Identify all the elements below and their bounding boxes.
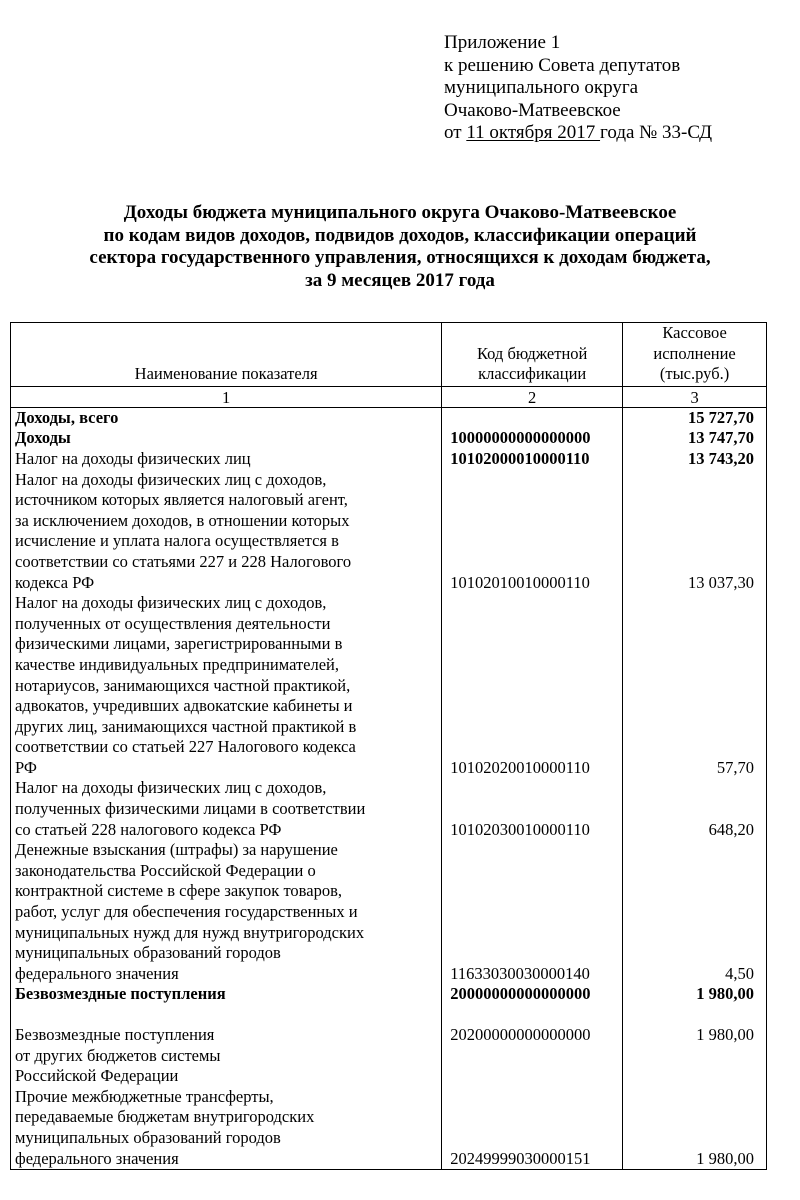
- header-amount-line-2: исполнение: [653, 343, 736, 363]
- appendix-line-5: [444, 122, 712, 145]
- table-spacer-row: [11, 1005, 767, 1025]
- spacer-cell: [11, 1005, 442, 1025]
- row-name-line: муниципальных образований городов: [15, 1127, 281, 1147]
- table-row: [11, 984, 767, 1005]
- row-amount: 1 980,00: [623, 1087, 767, 1170]
- income-table: [10, 322, 767, 1170]
- row-code: 10102000010000110: [442, 449, 623, 470]
- row-name-line: за исключением доходов, в отношении которых: [15, 510, 350, 530]
- row-name-line: работ, услуг для обеспечения государственных и: [15, 902, 358, 922]
- column-number-row: [11, 386, 767, 407]
- header-code-line-2: классификации: [478, 364, 587, 384]
- table-row: [11, 840, 767, 984]
- row-name: Доходы: [11, 428, 442, 449]
- row-name-line: полученных от осуществления деятельности: [15, 613, 331, 633]
- row-name-line: муниципальных нужд для нужд внутригородских: [15, 922, 365, 942]
- appendix-date-prefix: от: [444, 122, 467, 143]
- row-name-line: Безвозмездные поступления: [15, 1025, 215, 1044]
- row-name: [11, 470, 442, 594]
- row-amount: 13 743,20: [623, 449, 767, 470]
- row-code: 10102010010000110: [442, 470, 623, 594]
- row-amount: 15 727,70: [623, 407, 767, 428]
- row-amount: 1 980,00: [623, 984, 767, 1005]
- row-name-line: муниципальных образований городов: [15, 943, 281, 963]
- row-name-line: соответствии со статьей 227 Налогового кодекса: [15, 737, 356, 757]
- row-name: [11, 778, 442, 840]
- row-amount: 1 980,00: [623, 1025, 767, 1087]
- row-name: Безвозмездные поступления: [11, 984, 442, 1005]
- row-amount: 4,50: [623, 840, 767, 984]
- spacer-cell: [442, 1005, 623, 1025]
- row-name-line: Российской Федерации: [15, 1066, 179, 1086]
- header-code-line-1: Код бюджетной: [476, 343, 588, 363]
- row-name-line: других лиц, занимающихся частной практикой в: [15, 716, 357, 736]
- header-name: Наименование показателя: [11, 323, 442, 387]
- row-name: Налог на доходы физических лиц: [11, 449, 442, 470]
- row-name-line: Прочие межбюджетные трансферты,: [15, 1086, 274, 1106]
- row-name-line: контрактной системе в сфере закупок товаров,: [15, 881, 342, 901]
- title-line-4: за 9 месяцев 2017 года: [305, 269, 495, 291]
- row-name-line: полученных физическими лицами в соответствии: [15, 799, 366, 819]
- row-amount: 648,20: [623, 778, 767, 840]
- row-name: [11, 1025, 442, 1087]
- table-header-row: [11, 323, 767, 387]
- appendix-decision-number: года № 33-СД: [600, 122, 713, 143]
- row-name-line: федерального значения: [15, 1148, 179, 1168]
- spacer-cell: [623, 1005, 767, 1025]
- table-row: [11, 428, 767, 449]
- document-title: [0, 202, 800, 292]
- title-line-1: Доходы бюджета муниципального округа Очаково-Матвеевское: [123, 202, 677, 223]
- table-row: [11, 778, 767, 840]
- row-amount: 57,70: [623, 593, 767, 778]
- row-code: 20200000000000000: [442, 1025, 623, 1087]
- row-code: [442, 407, 623, 428]
- row-code: 11633030030000140: [442, 840, 623, 984]
- appendix-block: [444, 32, 712, 145]
- title-line-2: по кодам видов доходов, подвидов доходов, классификации операций: [103, 224, 697, 246]
- row-name-line: Налог на доходы физических лиц с доходов,: [15, 778, 327, 798]
- table-row: [11, 407, 767, 428]
- appendix-line-3: муниципального округа: [444, 77, 639, 98]
- row-name-line: нотариусов, занимающихся частной практикой,: [15, 675, 351, 695]
- row-name-line: качестве индивидуальных предпринимателей,: [15, 654, 340, 674]
- row-code: 10102030010000110: [442, 778, 623, 840]
- row-name-line: РФ: [15, 757, 37, 777]
- row-name: [11, 1087, 442, 1170]
- row-name: Доходы, всего: [11, 407, 442, 428]
- row-name-line: физическими лицами, зарегистрированными в: [15, 634, 343, 654]
- row-amount: 13 037,30: [623, 470, 767, 594]
- appendix-line-1: Приложение 1: [444, 32, 561, 53]
- table-row: [11, 593, 767, 778]
- column-number-3: 3: [623, 386, 767, 407]
- row-name: [11, 593, 442, 778]
- row-name: [11, 840, 442, 984]
- row-name-line: соответствии со статьями 227 и 228 Налогового: [15, 551, 352, 571]
- title-line-3: сектора государственного управления, относящихся к доходам бюджета,: [89, 247, 711, 268]
- column-number-2: 2: [442, 386, 623, 407]
- row-name-line: кодекса РФ: [15, 572, 95, 592]
- row-name-line: от других бюджетов системы: [15, 1045, 221, 1065]
- table-row: [11, 1025, 767, 1087]
- header-amount: [623, 323, 767, 387]
- table-row: [11, 1087, 767, 1170]
- row-name-line: источником которых является налоговый агент,: [15, 490, 348, 510]
- column-number-1: 1: [11, 386, 442, 407]
- row-name-line: Налог на доходы физических лиц с доходов,: [15, 593, 327, 613]
- row-name-line: со статьей 228 налогового кодекса РФ: [15, 819, 282, 839]
- row-amount: 13 747,70: [623, 428, 767, 449]
- appendix-date: 11 октября 2017: [466, 122, 601, 143]
- row-name-line: законодательства Российской Федерации о: [15, 860, 316, 880]
- row-code: 10102020010000110: [442, 593, 623, 778]
- appendix-line-4: Очаково-Матвеевское: [444, 99, 621, 121]
- row-name-line: федерального значения: [15, 963, 179, 983]
- header-amount-line-1: Кассовое: [662, 323, 727, 342]
- row-name-line: Денежные взыскания (штрафы) за нарушение: [15, 840, 338, 860]
- row-name-line: Налог на доходы физических лиц с доходов,: [15, 469, 327, 489]
- table-row: [11, 449, 767, 470]
- header-amount-line-3: (тыс.руб.): [659, 364, 730, 384]
- row-name-line: исчисление и уплата налога осуществляется в: [15, 531, 339, 551]
- header-code: [442, 323, 623, 387]
- appendix-line-2: к решению Совета депутатов: [444, 54, 681, 76]
- row-name-line: передаваемые бюджетам внутригородских: [15, 1107, 315, 1127]
- row-name-line: адвокатов, учредивших адвокатские кабинеты и: [15, 696, 353, 716]
- table-row: [11, 470, 767, 594]
- row-code: 10000000000000000: [442, 428, 623, 449]
- row-code: 20249999030000151: [442, 1087, 623, 1170]
- row-code: 20000000000000000: [442, 984, 623, 1005]
